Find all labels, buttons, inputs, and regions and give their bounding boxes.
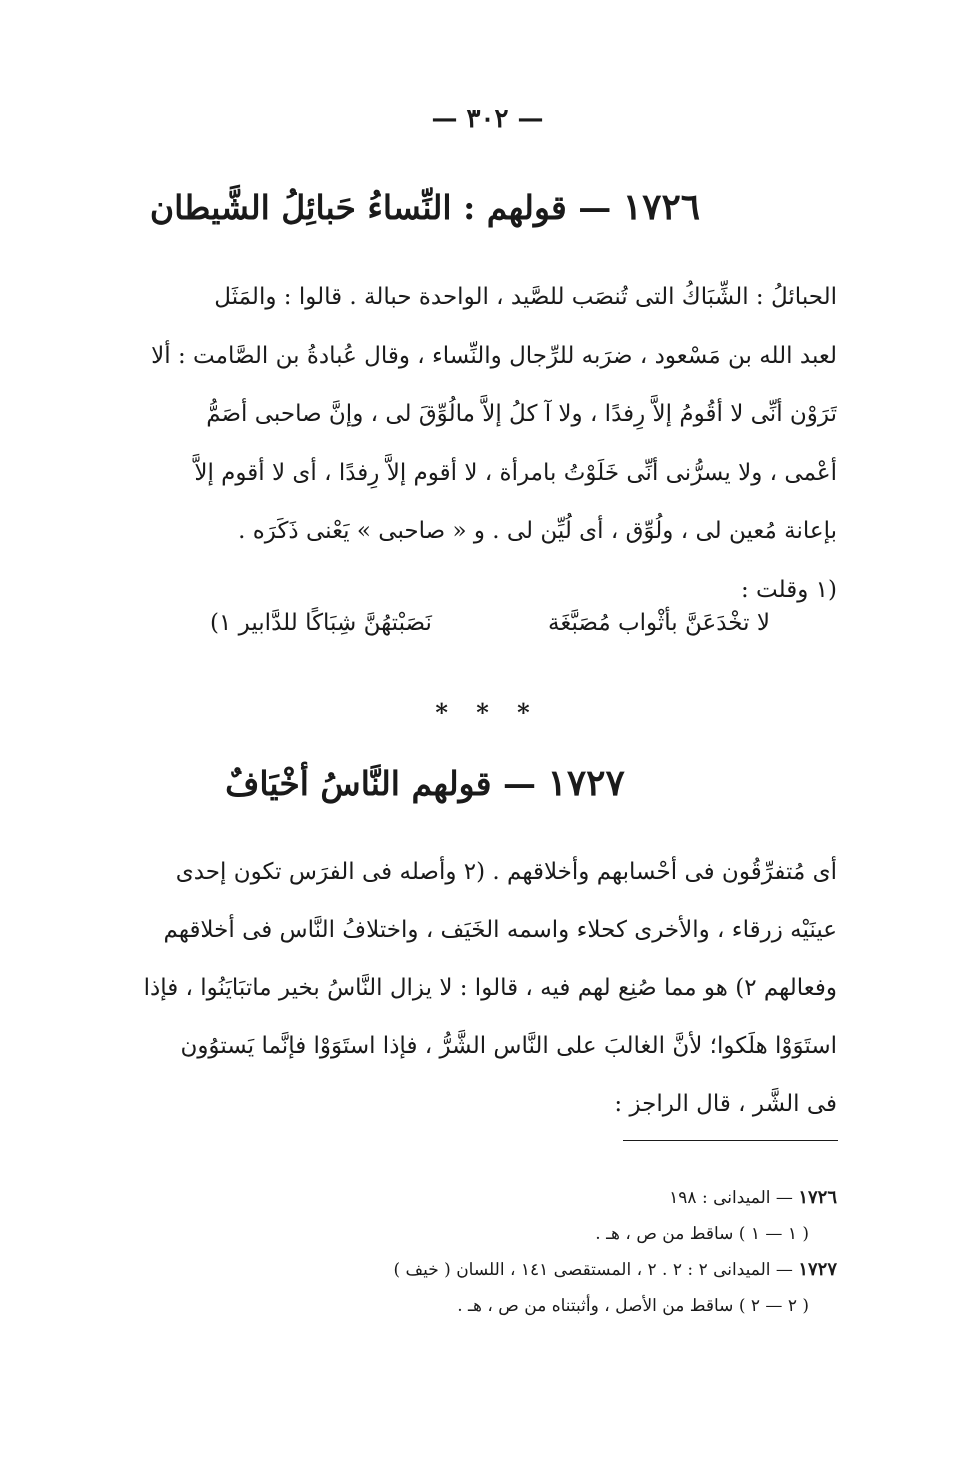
entry-heading-1727 [145, 762, 705, 804]
text-line: تَرَوْن أنِّى لا أقُومُ إلاَّ رِفدًا ، ولا آ كلُ إلاَّ مالُوِّقَ لى ، وإنَّ صاحبى أصَمُّ [206, 401, 837, 427]
footnote-divider [623, 1140, 838, 1141]
verse-hemistich-first: لا تخْدَعَنَّ بأثْواب مُصَبَّغَة [548, 610, 770, 636]
entry-dash: — [578, 188, 612, 227]
footnote-entry-number: ١٧٢٦ [798, 1187, 837, 1208]
text-line: أعْمى ، ولا يسرُّنى أنِّى خَلَوْتُ بامرأة ، لا أقوم إلاَّ رِفدًا ، أى لا أقوم إلاَّ [194, 459, 837, 486]
poetry-verse [210, 610, 770, 636]
footnote [137, 1180, 837, 1216]
footnote-text: ( ٢ — ٢ ) ساقط من الأصل ، وأثبتناه من ص ، هـ . [457, 1296, 809, 1316]
footnote-text: ( ١ — ١ ) ساقط من ص ، هـ . [595, 1224, 809, 1244]
section-separator: * * * [435, 698, 540, 727]
text-line: بإعانة مُعين لى ، ولُوِّق ، أى لُيِّن لى . و « صاحبى » يَعْنى ذَكَرَه . [238, 518, 837, 544]
footnote [137, 1252, 837, 1288]
entry-title: قولهم : النِّساءُ حَبائِلُ الشَّيطان [149, 188, 567, 227]
entry-body-1726 [137, 268, 837, 619]
entry-number: ١٧٢٦ [622, 186, 701, 228]
entry-title: قولهم النَّاسُ أخْيَافٌ [225, 764, 492, 803]
text-line: (١ وقلت : [740, 576, 837, 603]
footnotes [137, 1180, 837, 1324]
text-line: وفعالهم ٢) هو مما صُنِع لهم فيه ، قالوا : لا يزال النَّاسُ بخير ماتبَايَنُوا ، فإذا [143, 975, 837, 1001]
entry-dash: — [503, 764, 536, 803]
verse-hemistich-second: نَصَبْتهُنَّ شِبَاكًا للدَّابير ١) [210, 610, 432, 636]
text-line: أى مُتفرِّقُون فى أحْسابهم وأخلاقهم . (٢ وأصله فى الفرَس تكون إحدى [175, 859, 837, 885]
text-line: فى الشَّر ، قال الراجز : [614, 1091, 837, 1117]
text-line: الحبائلُ : الشِّبَاكُ التى تُنصَب للصَّيد ، الواحدة حبالة . قالوا : والمَثَل [214, 284, 837, 310]
footnote-text: — الميدانى : ١٩٨ [669, 1188, 793, 1208]
entry-body-1727 [137, 843, 837, 1133]
footnote-text: — الميدانى ٢ : ٢ . ٢ ، المستقصى ١٤١ ، اللسان ( خيف ) [393, 1260, 793, 1280]
text-line: لعبد الله بن مَسْعود ، ضرَبه للرِّجال والنِّساء ، وقال عُبادةُ بن الصَّامت : ألا [151, 342, 837, 369]
footnote-entry-number: ١٧٢٧ [798, 1259, 837, 1280]
entry-heading-1726 [145, 186, 705, 228]
page-number: — ٣٠٢ — [431, 104, 544, 134]
text-line: استَوَوْا هلَكوا؛ لأنَّ الغالبَ على النَّاس الشَّرُّ ، فإذا استَوَوْا فإنَّما يَستوُون [180, 1033, 837, 1059]
text-line: عينَيْه زرقاء ، والأخرى كحلاء واسمه الخَيَف ، واختلافُ النَّاس فى أخلاقهم [163, 917, 837, 943]
footnote [137, 1216, 837, 1252]
entry-number: ١٧٢٧ [547, 762, 625, 804]
footnote [137, 1288, 837, 1324]
